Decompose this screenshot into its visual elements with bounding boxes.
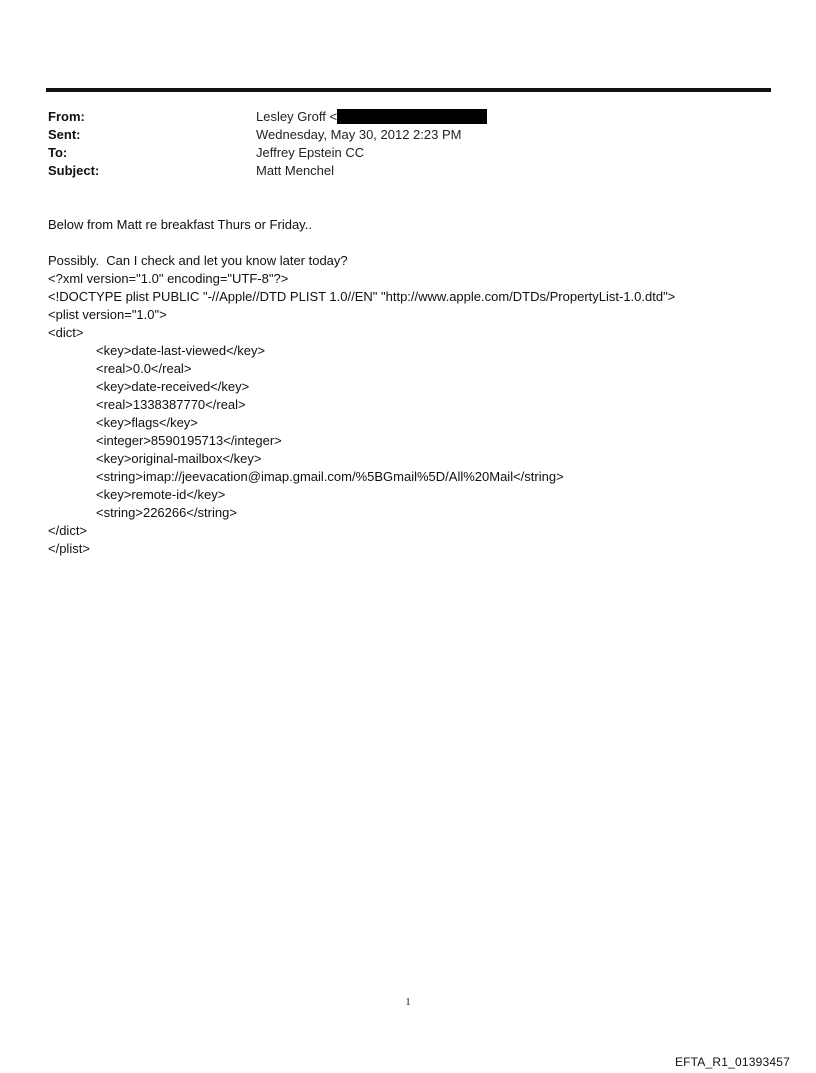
- dict-line: <integer>8590195713</integer>: [96, 433, 282, 448]
- sent-label: Sent:: [48, 127, 81, 142]
- redaction-bar: [337, 109, 487, 124]
- paragraph-gap: [48, 234, 788, 252]
- dict-line: <string>imap://jeevacation@imap.gmail.com/%5BGmail%5D/All%20Mail</string>: [96, 469, 564, 484]
- page-number: 1: [405, 996, 411, 1008]
- email-body: [48, 216, 788, 558]
- dict-line: <key>date-last-viewed</key>: [96, 343, 266, 358]
- dict-open: <dict>: [48, 325, 84, 340]
- doctype-line: <!DOCTYPE plist PUBLIC "-//Apple//DTD PLIST 1.0//EN" "http://www.apple.com/DTDs/PropertyList-1.0.dtd">: [48, 289, 676, 304]
- dict-line: <real>0.0</real>: [96, 361, 192, 376]
- to-value: Jeffrey Epstein CC: [256, 145, 365, 160]
- to-row: [48, 144, 768, 162]
- from-value: [256, 108, 487, 126]
- plist-open: <plist version="1.0">: [48, 307, 167, 322]
- sent-row: [48, 126, 768, 144]
- to-label: To:: [48, 145, 68, 160]
- dict-line: <key>remote-id</key>: [96, 487, 226, 502]
- dict-line: <key>date-received</key>: [96, 379, 250, 394]
- document-id: EFTA_R1_01393457: [674, 1055, 790, 1069]
- xml-declaration: <?xml version="1.0" encoding="UTF-8"?>: [48, 271, 289, 286]
- dict-line: <key>original-mailbox</key>: [96, 451, 262, 466]
- sent-value: Wednesday, May 30, 2012 2:23 PM: [256, 127, 462, 142]
- subject-label: Subject:: [48, 163, 100, 178]
- dict-close: </dict>: [48, 523, 88, 538]
- plist-close: </plist>: [48, 541, 90, 556]
- header-divider: [46, 88, 771, 92]
- subject-value: Matt Menchel: [256, 163, 335, 178]
- reply-line: Possibly. Can I check and let you know later today?: [48, 253, 348, 268]
- intro-line: Below from Matt re breakfast Thurs or Friday..: [48, 217, 312, 232]
- subject-row: [48, 162, 768, 180]
- dict-line: <string>226266</string>: [96, 505, 237, 520]
- from-row: [48, 108, 768, 126]
- email-header: [48, 108, 768, 180]
- from-label: From:: [48, 109, 85, 124]
- dict-line: <real>1338387770</real>: [96, 397, 246, 412]
- from-sender: Lesley Groff <: [256, 109, 338, 124]
- dict-line: <key>flags</key>: [96, 415, 198, 430]
